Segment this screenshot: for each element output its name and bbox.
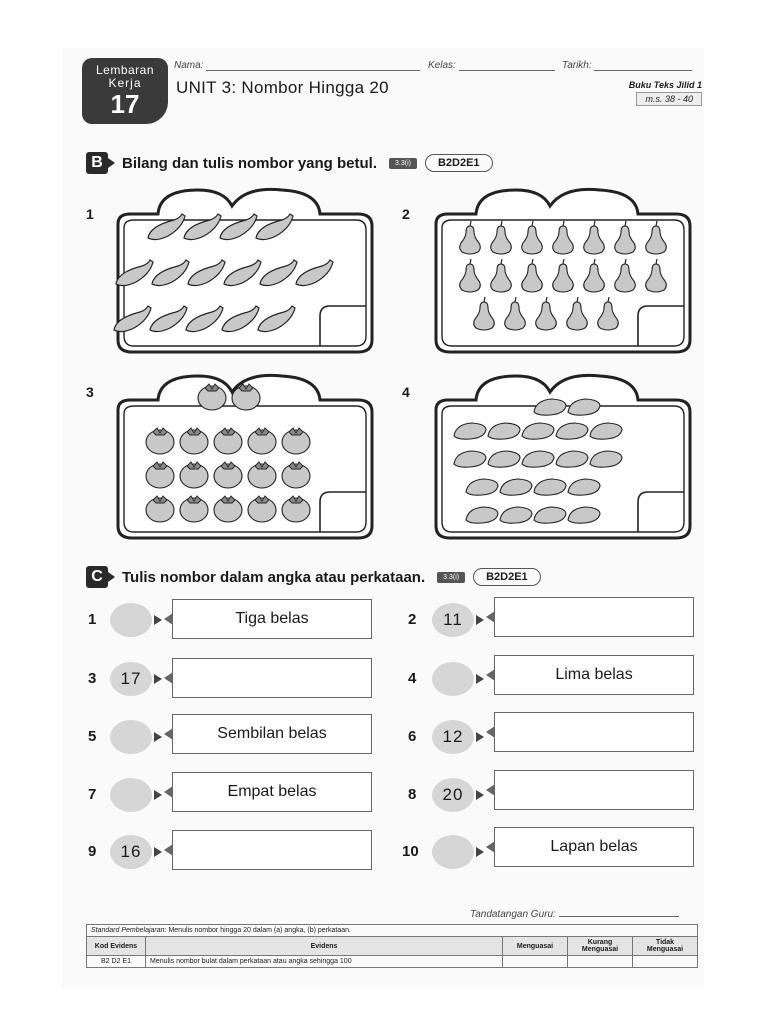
evidence-text: Menulis nombor bulat dalam perkataan atau angka sehingga 100 [146,956,503,968]
teacher-signature-field[interactable] [470,907,679,920]
col-less-master: Kurang Menguasai [568,937,633,956]
class-label: Kelas: [428,60,456,71]
row-7-digits[interactable] [110,778,152,812]
standard-label: Standard Pembelajaran: [91,927,167,934]
row-10-words[interactable]: Lapan belas [494,827,694,867]
row-4-number: 4 [408,670,417,687]
col-evidence: Evidens [146,937,503,956]
row-5-number: 5 [88,728,97,745]
row-5-words[interactable]: Sembilan belas [172,714,372,754]
row-2-words[interactable] [494,597,694,637]
row-4-digits[interactable] [432,662,474,696]
col-evidence-code: Kod Evidens [87,937,146,956]
less-master-checkbox[interactable] [568,956,633,968]
row-1-digits[interactable] [110,603,152,637]
name-label: Nama: [174,60,204,71]
col-not-master: Tidak Menguasai [633,937,698,956]
banana-basket [112,184,378,356]
row-6-digits[interactable]: 12 [432,720,474,754]
col-master: Menguasai [503,937,568,956]
master-checkbox[interactable] [503,956,568,968]
textbook-reference [614,80,702,106]
section-b-letter: B [86,152,108,174]
row-1-number: 1 [88,611,97,628]
date-field[interactable] [562,60,692,71]
question-4-number: 4 [402,384,410,400]
row-3-words[interactable] [172,658,372,698]
not-master-checkbox[interactable] [633,956,698,968]
badge-line-1: Lembaran [95,63,155,77]
mangosteen-basket [112,370,378,542]
section-c-letter: C [86,566,108,588]
row-7-number: 7 [88,786,97,803]
date-label: Tarikh: [562,60,592,71]
row-1-words[interactable]: Tiga belas [172,599,372,639]
row-5-digits[interactable] [110,720,152,754]
row-10-number: 10 [402,843,419,860]
section-c-code: B2D2E1 [473,568,541,586]
row-8-digits[interactable]: 20 [432,778,474,812]
learning-standard [87,925,698,937]
section-b-standard: 3.3(i) [389,158,417,169]
badge-line-2: Kerja [108,76,142,90]
unit-title: UNIT 3: Nombor Hingga 20 [176,78,389,97]
section-c-standard: 3.3(i) [437,572,465,583]
row-6-words[interactable] [494,712,694,752]
row-8-number: 8 [408,786,417,803]
page-range: m.s. 38 - 40 [636,92,702,106]
worksheet-badge [82,58,168,124]
section-b-code: B2D2E1 [425,154,493,172]
section-c-instruction: Tulis nombor dalam angka atau perkataan. [122,568,426,586]
standard-text: Menulis nombor hingga 20 dalam (a) angka, (b) perkataan. [168,927,351,934]
row-2-digits[interactable]: 11 [432,603,474,637]
book-ref-label: Buku Teks Jilid 1 [628,80,702,90]
question-3-number: 3 [86,384,94,400]
section-b-instruction: Bilang dan tulis nombor yang betul. [122,154,378,172]
row-3-number: 3 [88,670,97,687]
row-2-number: 2 [408,611,417,628]
row-7-words[interactable]: Empat belas [172,772,372,812]
row-10-digits[interactable] [432,835,474,869]
row-8-words[interactable] [494,770,694,810]
row-9-number: 9 [88,843,97,860]
row-3-digits[interactable]: 17 [110,662,152,696]
row-4-words[interactable]: Lima belas [494,655,694,695]
mango-basket [430,370,696,542]
question-1-number: 1 [86,206,94,222]
signature-label: Tandatangan Guru: [470,909,556,920]
row-9-digits[interactable]: 16 [110,835,152,869]
pear-basket [430,184,696,356]
name-field[interactable] [174,60,420,71]
row-9-words[interactable] [172,830,372,870]
section-b-heading [86,152,493,174]
worksheet-number: 17 [110,89,140,119]
question-2-number: 2 [402,206,410,222]
row-6-number: 6 [408,728,417,745]
evidence-code: B2 D2 E1 [87,956,146,968]
class-field[interactable] [428,60,555,71]
section-c-heading [86,566,541,588]
assessment-table [86,924,698,968]
